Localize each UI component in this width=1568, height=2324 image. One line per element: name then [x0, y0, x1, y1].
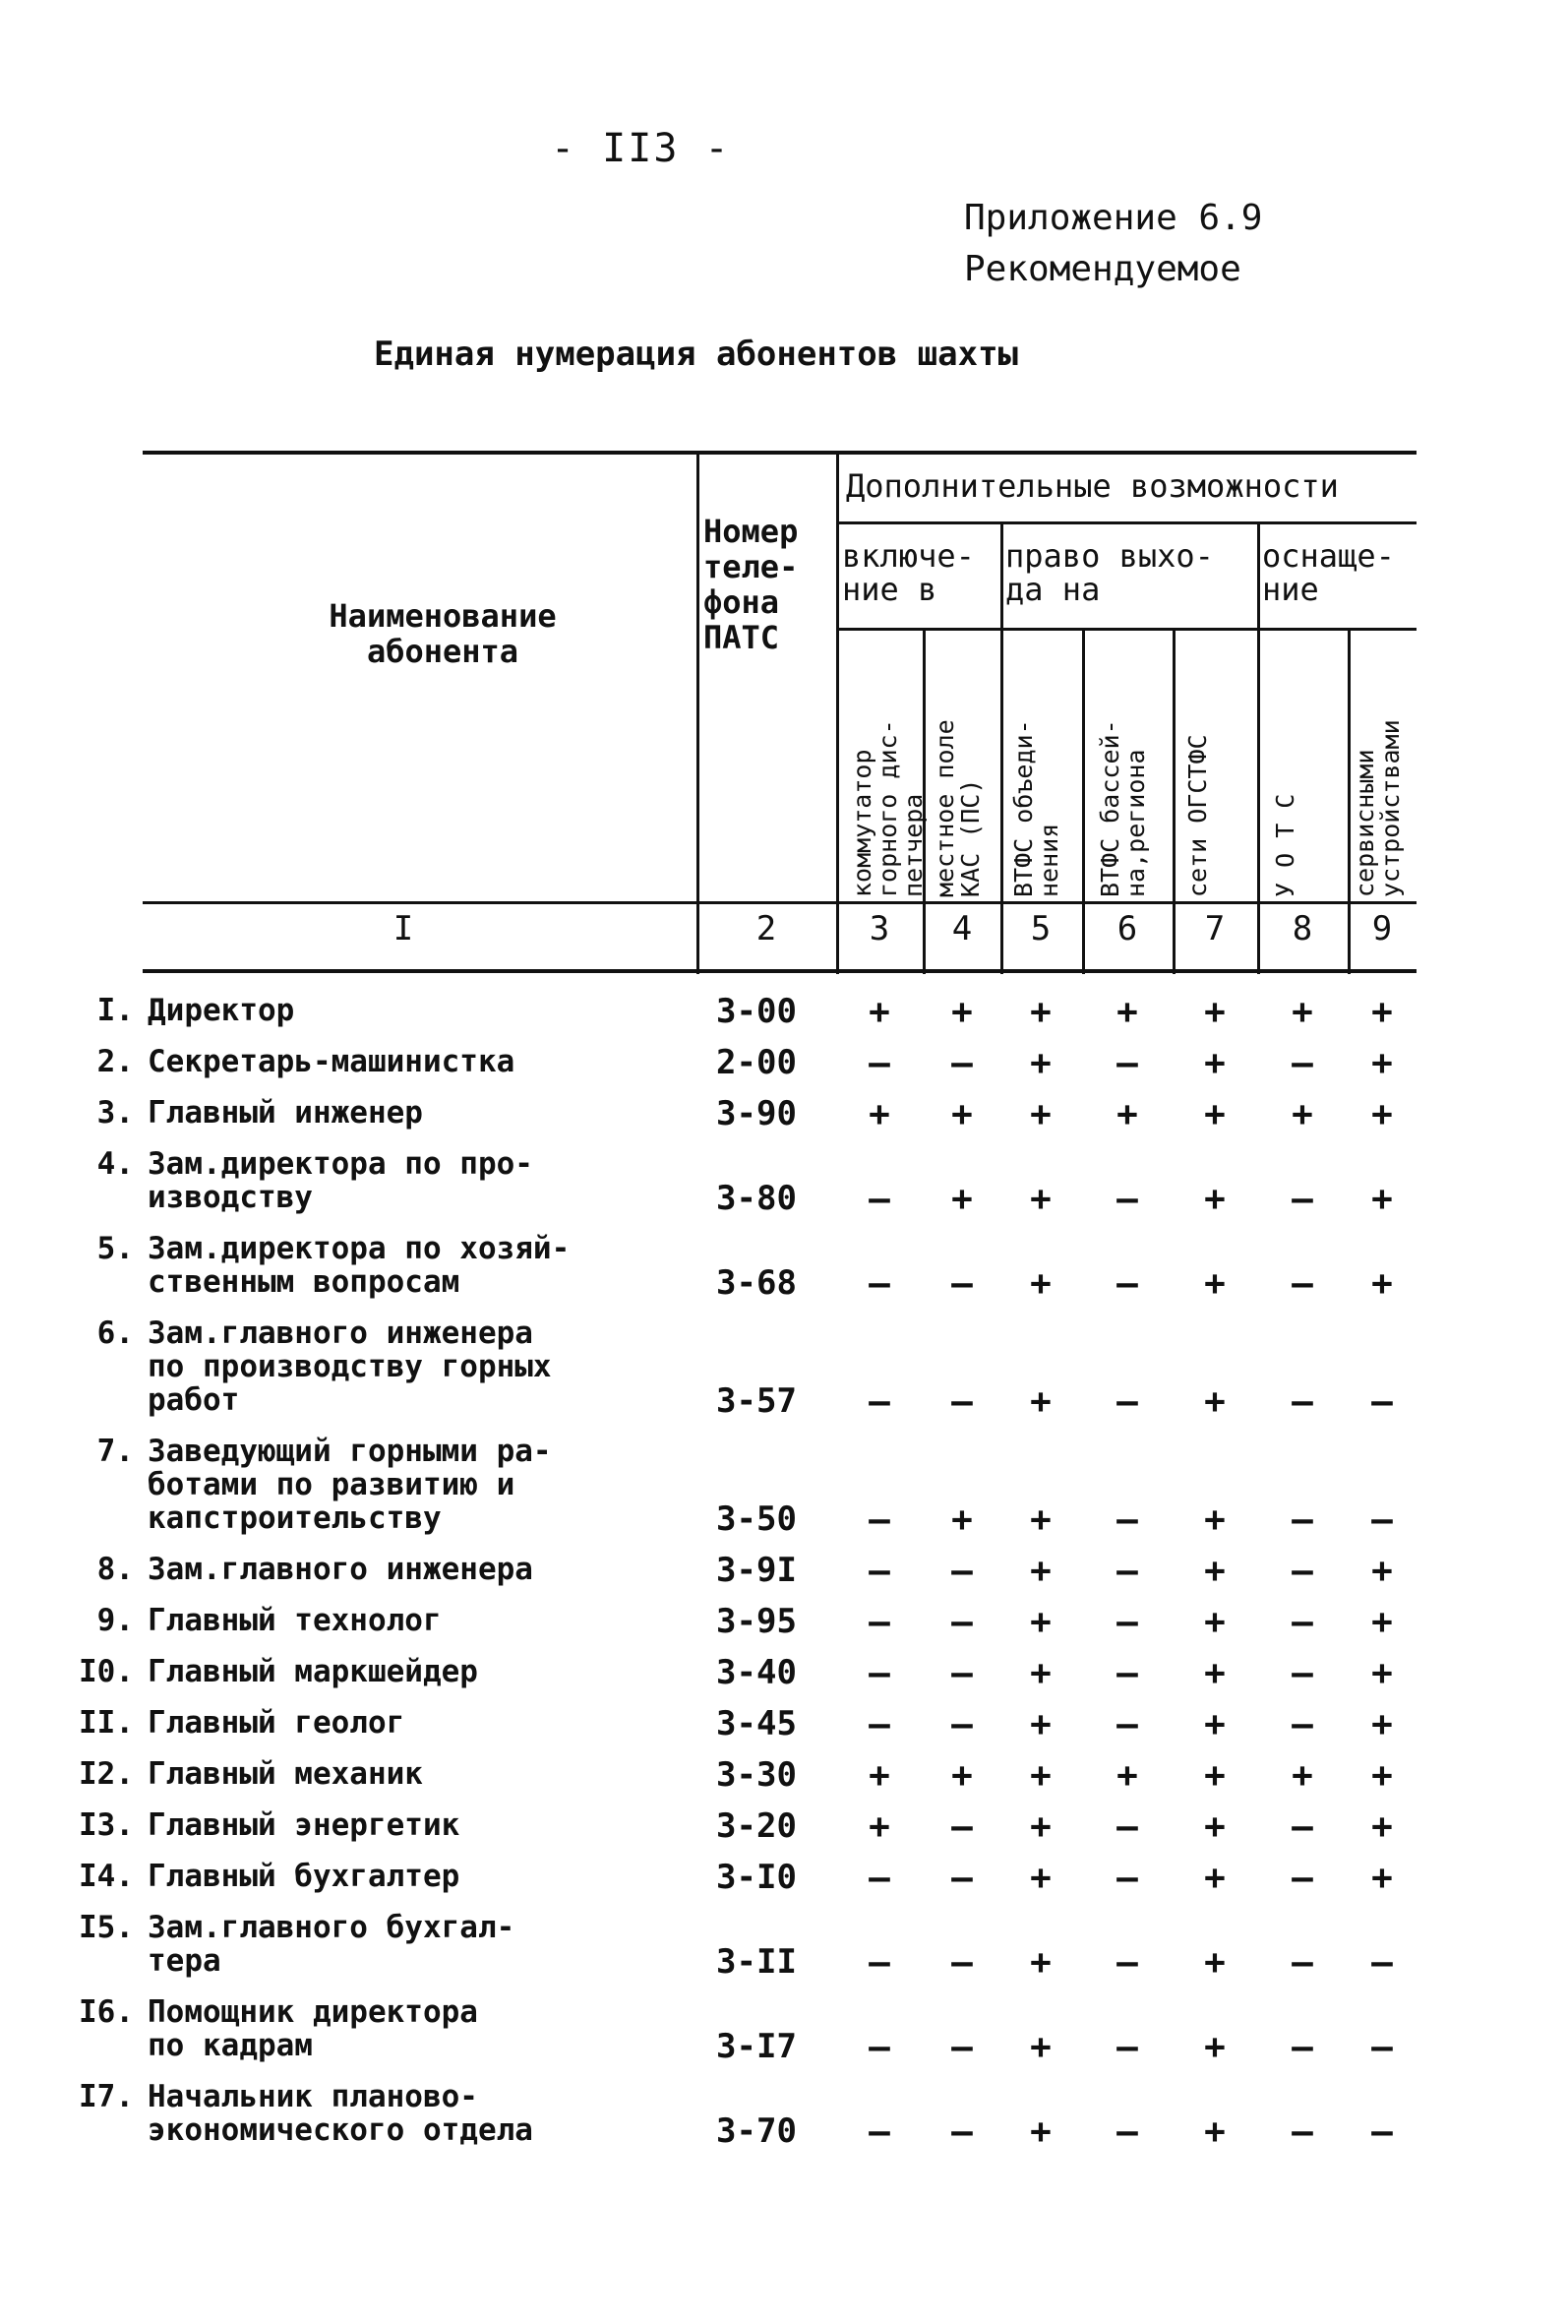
- row-name-text: Главный механик: [148, 1756, 423, 1792]
- row-mark-col-7: +: [1204, 1263, 1226, 1304]
- row-mark-col-7: +: [1204, 1755, 1226, 1796]
- row-name-text: Зам.главного инженера: [148, 1315, 533, 1351]
- row-mark-col-6: –: [1116, 1499, 1138, 1540]
- row-mark-col-9: –: [1371, 1942, 1393, 1983]
- row-name-text: Главный бухгалтер: [148, 1859, 460, 1894]
- row-mark-col-4: –: [951, 1263, 973, 1304]
- column-number-6: 6: [1116, 909, 1138, 948]
- row-mark-col-8: –: [1292, 1179, 1313, 1219]
- row-mark-col-8: –: [1292, 1263, 1313, 1304]
- row-mark-col-6: –: [1116, 1381, 1138, 1422]
- row-name-line: [59, 1604, 689, 1637]
- row-phone-number: 3-30: [716, 1755, 797, 1795]
- table-row-name: [59, 1604, 689, 1637]
- row-name-line: [59, 1995, 689, 2029]
- row-number: 6.: [96, 1315, 134, 1351]
- row-mark-col-4: –: [951, 2111, 973, 2152]
- row-name-line: [59, 1911, 689, 1944]
- row-mark-col-9: +: [1371, 1263, 1393, 1304]
- table-row-name: [59, 994, 689, 1027]
- row-mark-col-8: –: [1292, 1043, 1313, 1083]
- row-name-line: [59, 2080, 689, 2113]
- row-mark-col-5: +: [1030, 1858, 1052, 1898]
- row-mark-col-6: +: [1116, 1094, 1138, 1134]
- row-mark-col-5: +: [1030, 1094, 1052, 1134]
- table-row-name: [59, 1911, 689, 1978]
- row-phone-number: 3-I7: [716, 2027, 797, 2066]
- row-name-text: капстроительству: [148, 1500, 442, 1536]
- table-row-name: [59, 1045, 689, 1078]
- row-name-text: Зам.главного бухгал-: [148, 1910, 515, 1945]
- row-mark-col-3: +: [869, 1806, 890, 1847]
- row-mark-col-4: –: [951, 1806, 973, 1847]
- row-phone-number: 3-20: [716, 1806, 797, 1846]
- row-phone-number: 3-00: [716, 992, 797, 1031]
- column-number-2: 2: [755, 909, 777, 948]
- header-sub-col-3: ВТФС объеди- нения: [1009, 719, 1063, 897]
- row-mark-col-5: +: [1030, 1602, 1052, 1642]
- row-mark-col-8: +: [1292, 1094, 1313, 1134]
- row-mark-col-4: –: [951, 2027, 973, 2067]
- row-mark-col-8: –: [1292, 1551, 1313, 1591]
- row-mark-col-5: +: [1030, 1942, 1052, 1983]
- row-mark-col-9: +: [1371, 1858, 1393, 1898]
- row-number: I.: [96, 993, 134, 1028]
- row-phone-number: 3-57: [716, 1381, 797, 1421]
- row-mark-col-7: +: [1204, 1942, 1226, 1983]
- column-number-3: 3: [869, 909, 890, 948]
- row-number: 2.: [96, 1044, 134, 1079]
- table-row-name: [59, 1147, 689, 1214]
- row-mark-col-7: +: [1204, 1499, 1226, 1540]
- header-phone-col: Номер теле- фона ПАТС: [703, 513, 799, 656]
- extra-col-line: [836, 453, 839, 974]
- row-mark-col-6: –: [1116, 1551, 1138, 1591]
- row-name-line: [59, 2029, 689, 2062]
- row-name-line: [59, 1944, 689, 1978]
- table-row-name: [59, 2080, 689, 2147]
- row-name-text: тера: [148, 1943, 221, 1979]
- row-mark-col-3: –: [869, 2027, 890, 2067]
- row-number: I3.: [79, 1807, 134, 1843]
- row-mark-col-3: –: [869, 1942, 890, 1983]
- row-name-text: Помощник директора: [148, 1994, 478, 2030]
- row-name-text: Главный технолог: [148, 1603, 442, 1638]
- row-mark-col-8: –: [1292, 1942, 1313, 1983]
- row-number: 3.: [96, 1095, 134, 1131]
- row-name-line: [59, 1383, 689, 1417]
- row-mark-col-7: +: [1204, 1806, 1226, 1847]
- row-mark-col-6: –: [1116, 1653, 1138, 1693]
- row-mark-col-4: –: [951, 1602, 973, 1642]
- row-phone-number: 3-70: [716, 2111, 797, 2151]
- row-mark-col-9: –: [1371, 1499, 1393, 1540]
- row-mark-col-3: –: [869, 1858, 890, 1898]
- row-mark-col-3: +: [869, 1755, 890, 1796]
- row-mark-col-9: +: [1371, 1602, 1393, 1642]
- row-mark-col-9: +: [1371, 1704, 1393, 1744]
- row-mark-col-3: –: [869, 1602, 890, 1642]
- row-mark-col-4: –: [951, 1381, 973, 1422]
- row-mark-col-4: +: [951, 1755, 973, 1796]
- row-mark-col-9: –: [1371, 2111, 1393, 2152]
- extra-header-rule: [836, 521, 1417, 524]
- row-name-text: Секретарь-машинистка: [148, 1044, 515, 1079]
- row-mark-col-5: +: [1030, 1499, 1052, 1540]
- row-name-text: Директор: [148, 993, 295, 1028]
- row-mark-col-3: +: [869, 992, 890, 1032]
- column-number-4: 4: [951, 909, 973, 948]
- row-mark-col-9: +: [1371, 1179, 1393, 1219]
- row-name-line: [59, 1655, 689, 1688]
- row-phone-number: 3-90: [716, 1094, 797, 1133]
- row-mark-col-3: –: [869, 1381, 890, 1422]
- row-name-text: по производству горных: [148, 1349, 552, 1384]
- row-mark-col-6: –: [1116, 1858, 1138, 1898]
- header-sub-col-7: сервисными устройствами: [1351, 719, 1405, 897]
- row-name-line: [59, 1435, 689, 1468]
- row-number: 8.: [96, 1552, 134, 1587]
- row-number: I2.: [79, 1756, 134, 1792]
- header-sub-col-1: коммутатор горного дис- петчера: [848, 719, 928, 897]
- row-mark-col-5: +: [1030, 1179, 1052, 1219]
- row-mark-col-8: –: [1292, 1602, 1313, 1642]
- row-name-text: Зам.директора по хозяй-: [148, 1231, 571, 1266]
- row-mark-col-8: –: [1292, 2027, 1313, 2067]
- row-number: I5.: [79, 1910, 134, 1945]
- table-row-name: [59, 1316, 689, 1417]
- column-numbers-top-rule: [143, 901, 1417, 904]
- row-mark-col-6: –: [1116, 1263, 1138, 1304]
- row-mark-col-3: –: [869, 1653, 890, 1693]
- row-mark-col-9: +: [1371, 1043, 1393, 1083]
- row-phone-number: 3-95: [716, 1602, 797, 1641]
- row-name-line: [59, 1045, 689, 1078]
- row-mark-col-4: +: [951, 1179, 973, 1219]
- row-mark-col-7: +: [1204, 1602, 1226, 1642]
- row-mark-col-6: –: [1116, 1704, 1138, 1744]
- row-mark-col-7: +: [1204, 2111, 1226, 2152]
- row-mark-col-9: +: [1371, 1094, 1393, 1134]
- row-number: I7.: [79, 2079, 134, 2114]
- table-row-name: [59, 1706, 689, 1740]
- table-row-name: [59, 1435, 689, 1535]
- row-mark-col-8: –: [1292, 1499, 1313, 1540]
- row-mark-col-9: +: [1371, 992, 1393, 1032]
- row-mark-col-5: +: [1030, 1551, 1052, 1591]
- row-name-line: [59, 1860, 689, 1893]
- row-mark-col-9: +: [1371, 1653, 1393, 1693]
- row-mark-col-6: –: [1116, 1942, 1138, 1983]
- row-mark-col-7: +: [1204, 1094, 1226, 1134]
- row-phone-number: 3-40: [716, 1653, 797, 1692]
- row-mark-col-7: +: [1204, 1704, 1226, 1744]
- row-name-line: [59, 1501, 689, 1535]
- row-mark-col-5: +: [1030, 1806, 1052, 1847]
- header-sub-col-4: ВТФС бассей- на,региона: [1096, 719, 1150, 897]
- row-name-text: работ: [148, 1382, 240, 1418]
- row-number: I4.: [79, 1859, 134, 1894]
- row-number: I0.: [79, 1654, 134, 1689]
- row-name-line: [59, 1316, 689, 1350]
- row-mark-col-9: +: [1371, 1806, 1393, 1847]
- row-mark-col-4: –: [951, 1858, 973, 1898]
- row-name-line: [59, 994, 689, 1027]
- row-mark-col-8: –: [1292, 1653, 1313, 1693]
- row-mark-col-5: +: [1030, 2111, 1052, 2152]
- row-name-text: Зам.директора по про-: [148, 1146, 533, 1182]
- row-number: 5.: [96, 1231, 134, 1266]
- row-mark-col-8: +: [1292, 1755, 1313, 1796]
- column-number-7: 7: [1204, 909, 1226, 948]
- table-row-name: [59, 1808, 689, 1842]
- row-mark-col-5: +: [1030, 1263, 1052, 1304]
- row-name-line: [59, 1553, 689, 1586]
- row-mark-col-6: –: [1116, 1043, 1138, 1083]
- row-mark-col-9: +: [1371, 1551, 1393, 1591]
- table-row-name: [59, 1655, 689, 1688]
- row-mark-col-6: –: [1116, 2027, 1138, 2067]
- row-mark-col-4: –: [951, 1653, 973, 1693]
- row-mark-col-3: –: [869, 1551, 890, 1591]
- row-number: 4.: [96, 1146, 134, 1182]
- row-mark-col-4: –: [951, 1551, 973, 1591]
- row-mark-col-3: –: [869, 2111, 890, 2152]
- column-number-9: 9: [1371, 909, 1393, 948]
- row-mark-col-6: –: [1116, 1602, 1138, 1642]
- row-mark-col-9: –: [1371, 2027, 1393, 2067]
- row-name-line: [59, 1706, 689, 1740]
- phone-col-line: [696, 453, 699, 974]
- document-title: Единая нумерация абонентов шахты: [374, 335, 1019, 374]
- row-name-line: [59, 1468, 689, 1501]
- row-name-text: Главный маркшейдер: [148, 1654, 478, 1689]
- row-phone-number: 3-9I: [716, 1551, 797, 1590]
- row-mark-col-7: +: [1204, 1043, 1226, 1083]
- row-name-line: [59, 1181, 689, 1214]
- row-mark-col-7: +: [1204, 1179, 1226, 1219]
- row-name-line: [59, 1096, 689, 1130]
- row-name-line: [59, 1232, 689, 1265]
- row-mark-col-6: +: [1116, 1755, 1138, 1796]
- row-mark-col-3: –: [869, 1704, 890, 1744]
- row-mark-col-7: +: [1204, 992, 1226, 1032]
- row-mark-col-9: +: [1371, 1755, 1393, 1796]
- row-mark-col-4: +: [951, 992, 973, 1032]
- row-mark-col-9: –: [1371, 1381, 1393, 1422]
- row-name-text: Зам.главного инженера: [148, 1552, 533, 1587]
- header-group-exit: право выхо- да на: [1005, 537, 1214, 608]
- row-mark-col-3: –: [869, 1043, 890, 1083]
- row-name-text: ственным вопросам: [148, 1264, 460, 1300]
- row-mark-col-4: +: [951, 1499, 973, 1540]
- column-numbers-bottom-rule: [143, 969, 1417, 973]
- row-mark-col-7: +: [1204, 1381, 1226, 1422]
- row-mark-col-7: +: [1204, 2027, 1226, 2067]
- appendix-line1: Приложение 6.9: [964, 198, 1263, 238]
- row-mark-col-4: –: [951, 1704, 973, 1744]
- row-phone-number: 3-68: [716, 1263, 797, 1303]
- row-mark-col-4: –: [951, 1043, 973, 1083]
- row-mark-col-7: +: [1204, 1858, 1226, 1898]
- row-mark-col-5: +: [1030, 992, 1052, 1032]
- row-mark-col-5: +: [1030, 1704, 1052, 1744]
- row-mark-col-8: –: [1292, 1381, 1313, 1422]
- row-mark-col-3: –: [869, 1499, 890, 1540]
- row-mark-col-3: –: [869, 1263, 890, 1304]
- row-mark-col-5: +: [1030, 1381, 1052, 1422]
- row-name-text: изводству: [148, 1180, 313, 1215]
- row-name-text: ботами по развитию и: [148, 1467, 515, 1502]
- row-name-text: по кадрам: [148, 2028, 313, 2063]
- column-number-1: I: [392, 909, 414, 948]
- row-mark-col-8: –: [1292, 1704, 1313, 1744]
- row-number: 9.: [96, 1603, 134, 1638]
- row-name-line: [59, 1350, 689, 1383]
- row-mark-col-3: –: [869, 1179, 890, 1219]
- row-mark-col-5: +: [1030, 2027, 1052, 2067]
- table-row-name: [59, 1860, 689, 1893]
- row-name-line: [59, 1757, 689, 1791]
- row-name-text: Главный инженер: [148, 1095, 423, 1131]
- row-phone-number: 3-50: [716, 1499, 797, 1539]
- row-name-line: [59, 1147, 689, 1181]
- row-mark-col-6: –: [1116, 1179, 1138, 1219]
- row-phone-number: 3-80: [716, 1179, 797, 1218]
- row-mark-col-8: –: [1292, 2111, 1313, 2152]
- row-number: II.: [79, 1705, 134, 1741]
- row-number: I6.: [79, 1994, 134, 2030]
- row-mark-col-3: +: [869, 1094, 890, 1134]
- row-phone-number: 3-I0: [716, 1858, 797, 1897]
- header-extra: Дополнительные возможности: [846, 467, 1339, 505]
- row-name-text: Главный энергетик: [148, 1807, 460, 1843]
- header-group-incl: включе- ние в: [842, 537, 975, 608]
- row-name-text: Главный геолог: [148, 1705, 405, 1741]
- column-number-5: 5: [1030, 909, 1052, 948]
- row-mark-col-5: +: [1030, 1755, 1052, 1796]
- row-mark-col-8: +: [1292, 992, 1313, 1032]
- table-row-name: [59, 1995, 689, 2062]
- header-group-equip: оснаще- ние: [1262, 537, 1395, 608]
- row-phone-number: 2-00: [716, 1043, 797, 1082]
- table-row-name: [59, 1757, 689, 1791]
- row-mark-col-4: +: [951, 1094, 973, 1134]
- row-mark-col-6: –: [1116, 1806, 1138, 1847]
- table-top-rule: [143, 451, 1417, 455]
- row-mark-col-8: –: [1292, 1806, 1313, 1847]
- row-name-text: Заведующий горными ра-: [148, 1434, 552, 1469]
- appendix-line2: Рекомендуемое: [964, 249, 1241, 289]
- header-sub-col-2: местное поле КАС (ПС): [931, 719, 985, 897]
- column-number-8: 8: [1292, 909, 1313, 948]
- row-mark-col-7: +: [1204, 1551, 1226, 1591]
- row-mark-col-7: +: [1204, 1653, 1226, 1693]
- row-name-line: [59, 1265, 689, 1299]
- row-mark-col-4: –: [951, 1942, 973, 1983]
- row-name-line: [59, 1808, 689, 1842]
- row-phone-number: 3-II: [716, 1942, 797, 1982]
- row-mark-col-6: –: [1116, 2111, 1138, 2152]
- header-sub-col-5: сети ОГСТФС: [1183, 734, 1212, 897]
- table-row-name: [59, 1096, 689, 1130]
- header-name-col: Наименование абонента: [329, 597, 557, 670]
- row-name-text: экономического отдела: [148, 2112, 533, 2148]
- row-name-line: [59, 2113, 689, 2147]
- header-sub-col-6: У О Т С: [1271, 793, 1299, 897]
- row-mark-col-5: +: [1030, 1043, 1052, 1083]
- appendix-label: [964, 193, 1262, 295]
- row-number: 7.: [96, 1434, 134, 1469]
- row-name-text: Начальник планово-: [148, 2079, 478, 2114]
- row-phone-number: 3-45: [716, 1704, 797, 1743]
- row-mark-col-5: +: [1030, 1653, 1052, 1693]
- table-row-name: [59, 1232, 689, 1299]
- row-mark-col-8: –: [1292, 1858, 1313, 1898]
- row-mark-col-6: +: [1116, 992, 1138, 1032]
- page-number: - II3 -: [551, 126, 731, 171]
- table-row-name: [59, 1553, 689, 1586]
